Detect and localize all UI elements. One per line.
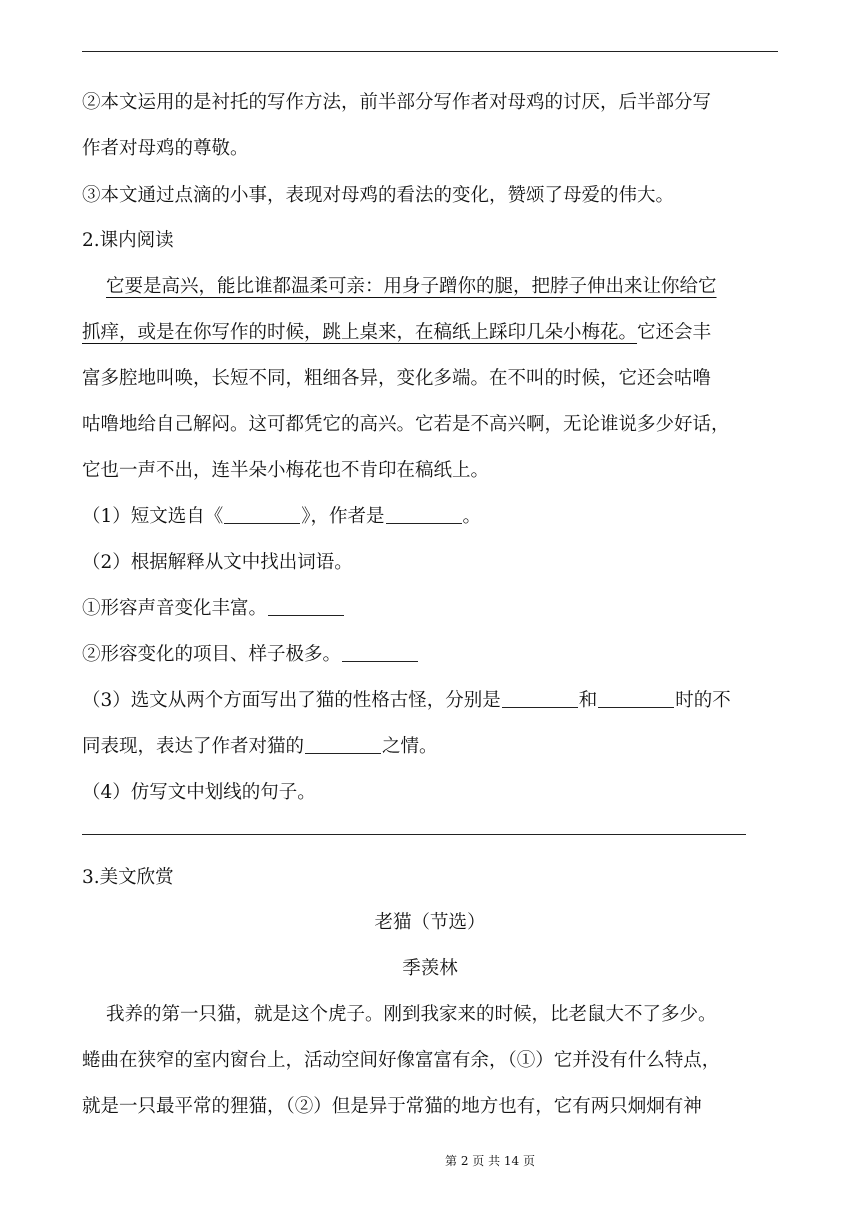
q2-sub2-item1 xyxy=(82,597,782,621)
source-blank[interactable] xyxy=(224,505,300,524)
q1-item2-line1: ②本文运用的是衬托的写作方法，前半部分写作者对母鸡的讨厌，后半部分写 xyxy=(82,92,712,113)
page-number: 第 2 页 共 14 页 xyxy=(445,1154,535,1168)
passage-line5: 它也一声不出，连半朵小梅花也不肯印在稿纸上。 xyxy=(82,460,490,481)
q1-item2-line2: 作者对母鸡的尊敬。 xyxy=(82,138,249,159)
article-line2: 蜷曲在狭窄的室内窗台上，活动空间好像富富有余，（①）它并没有什么特点， xyxy=(82,1050,721,1071)
feeling-blank[interactable] xyxy=(305,735,381,754)
article-title: 老猫（节选） xyxy=(374,912,486,933)
passage-line3: 富多腔地叫唤，长短不同，粗细各异，变化多端。在不叫的时候，它还会咕噜 xyxy=(82,368,712,389)
passage-line4: 咕噜地给自己解闷。这可都凭它的高兴。它若是不高兴啊，无论谁说多少好话， xyxy=(82,414,730,435)
sub3-text-b: 和 xyxy=(578,690,598,711)
author-blank[interactable] xyxy=(386,505,462,524)
sub2-item2-text: ②形容变化的项目、样子极多。 xyxy=(82,644,342,665)
q1-item3: ③本文通过点滴的小事，表现对母鸡的看法的变化，赞颂了母爱的伟大。 xyxy=(82,185,675,206)
q2-sub4: （4）仿写文中划线的句子。 xyxy=(82,782,316,803)
sub3-text-a: （3）选文从两个方面写出了猫的性格古怪，分别是 xyxy=(82,690,501,711)
word-blank-2[interactable] xyxy=(342,643,418,662)
passage-line2-rest: 它还会丰 xyxy=(637,322,712,343)
passage-line1 xyxy=(106,275,806,299)
q2-sub1 xyxy=(82,505,782,529)
sub2-item1-text: ①形容声音变化丰富。 xyxy=(82,598,268,619)
q2-heading: 2.课内阅读 xyxy=(82,230,174,251)
q2-sub2-item2 xyxy=(82,643,782,667)
q3-heading: 3.美文欣赏 xyxy=(82,867,174,888)
article-line1: 我养的第一只猫，就是这个虎子。刚到我家来的时候，比老鼠大不了多少。 xyxy=(106,1004,717,1025)
underlined-sentence-part2: 抓痒，或是在你写作的时候，跳上桌来，在稿纸上踩印几朵小梅花。 xyxy=(82,322,638,343)
passage-line2 xyxy=(82,321,782,345)
aspect-blank-1[interactable] xyxy=(502,689,578,708)
page-footer xyxy=(0,1152,860,1169)
sub3-text-e: 之情。 xyxy=(382,736,438,757)
answer-line[interactable] xyxy=(82,834,746,835)
q2-sub2: （2）根据解释从文中找出词语。 xyxy=(82,552,353,573)
sub3-text-d: 同表现，表达了作者对猫的 xyxy=(82,736,305,757)
sub1-text-c: 。 xyxy=(462,506,482,527)
sub1-text-b: 》，作者是 xyxy=(301,506,385,527)
underlined-sentence-part1: 它要是高兴，能比谁都温柔可亲：用身子蹭你的腿，把脖子伸出来让你给它 xyxy=(106,276,717,297)
sub3-text-c: 时的不 xyxy=(675,690,731,711)
sub1-text-a: （1）短文选自《 xyxy=(82,506,224,527)
header-rule xyxy=(82,51,778,52)
q2-sub3-line1 xyxy=(82,689,782,713)
article-line3: 就是一只最平常的狸猫，（②）但是异于常猫的地方也有，它有两只炯炯有神 xyxy=(82,1096,702,1117)
article-author: 季羡林 xyxy=(402,958,458,979)
q2-sub3-line2 xyxy=(82,735,782,759)
word-blank-1[interactable] xyxy=(268,597,344,616)
aspect-blank-2[interactable] xyxy=(598,689,674,708)
